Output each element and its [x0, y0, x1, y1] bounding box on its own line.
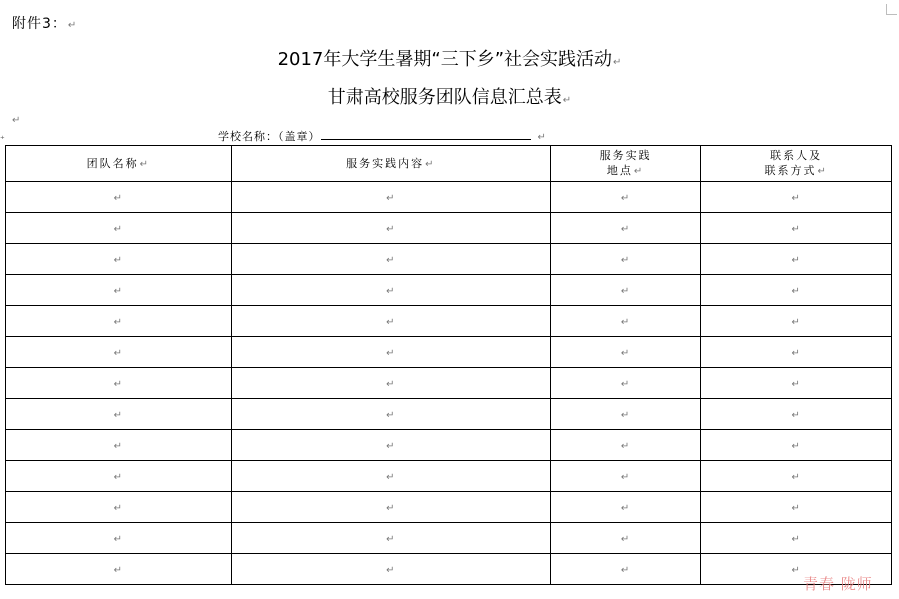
table-cell[interactable] — [6, 492, 232, 523]
paragraph-mark: ↵ — [817, 166, 828, 177]
table-cell[interactable] — [231, 399, 550, 430]
table-cell[interactable] — [6, 523, 232, 554]
table-cell[interactable] — [550, 461, 701, 492]
paragraph-mark: ↵ — [791, 347, 802, 359]
table-cell[interactable] — [701, 306, 892, 337]
paragraph-mark: ↵ — [113, 533, 125, 545]
paragraph-mark: ↵ — [386, 223, 397, 235]
paragraph-mark: ↵ — [791, 440, 802, 452]
table-cell[interactable] — [231, 492, 550, 523]
header-contact[interactable] — [701, 146, 892, 182]
table-cell[interactable] — [6, 182, 232, 213]
paragraph-mark: ↵ — [791, 471, 802, 483]
paragraph-mark: ↵ — [67, 20, 78, 31]
paragraph-mark: ↵ — [613, 57, 622, 68]
table-row — [6, 368, 892, 399]
table-move-handle[interactable]: ⁺ — [0, 135, 5, 145]
paragraph-mark: ↵ — [537, 132, 547, 143]
paragraph-mark: ↵ — [791, 533, 802, 545]
paragraph-mark: ↵ — [113, 254, 125, 266]
table-cell[interactable] — [231, 244, 550, 275]
table-row — [6, 399, 892, 430]
school-name-field — [218, 128, 547, 144]
paragraph-mark: ↵ — [386, 316, 397, 328]
table-cell[interactable] — [701, 213, 892, 244]
table-cell[interactable] — [231, 337, 550, 368]
paragraph-mark: ↵ — [620, 316, 632, 328]
watermark-logo: 青春 陇师 — [803, 575, 873, 593]
paragraph-mark: ↵ — [425, 158, 436, 170]
attachment-label: 附件3：↵ — [12, 16, 78, 32]
table-cell[interactable] — [6, 337, 232, 368]
header-text: 联系方式 — [764, 164, 817, 177]
table-cell[interactable] — [550, 368, 701, 399]
empty-paragraph-mark: ↵ — [12, 115, 21, 126]
header-text-line — [551, 163, 701, 179]
table-row — [6, 461, 892, 492]
table-cell[interactable] — [550, 213, 701, 244]
table-cell[interactable] — [6, 461, 232, 492]
table-row — [6, 244, 892, 275]
table-cell[interactable] — [550, 244, 701, 275]
paragraph-mark: ↵ — [791, 564, 802, 576]
paragraph-mark: ↵ — [113, 347, 125, 359]
header-text-line — [6, 156, 231, 172]
table-row — [6, 275, 892, 306]
paragraph-mark: ↵ — [620, 223, 632, 235]
paragraph-mark: ↵ — [620, 409, 632, 421]
table-cell[interactable] — [6, 275, 232, 306]
paragraph-mark: ↵ — [113, 564, 125, 576]
table-row — [6, 182, 892, 213]
paragraph-mark: ↵ — [113, 440, 125, 452]
paragraph-mark: ↵ — [791, 316, 802, 328]
paragraph-mark: ↵ — [620, 471, 632, 483]
table-cell[interactable] — [701, 523, 892, 554]
paragraph-mark: ↵ — [620, 254, 632, 266]
school-name-blank[interactable] — [321, 129, 531, 140]
paragraph-mark: ↵ — [386, 347, 397, 359]
table-cell[interactable] — [550, 492, 701, 523]
paragraph-mark: ↵ — [791, 285, 802, 297]
table-cell[interactable] — [231, 368, 550, 399]
paragraph-mark: ↵ — [113, 285, 125, 297]
header-text: 服务实践内容 — [346, 156, 425, 170]
table-cell[interactable] — [231, 182, 550, 213]
header-text: 地点 — [606, 164, 633, 177]
paragraph-mark: ↵ — [113, 471, 125, 483]
header-service-content[interactable] — [231, 146, 550, 182]
paragraph-mark: ↵ — [386, 471, 397, 483]
paragraph-mark: ↵ — [386, 254, 397, 266]
table-cell[interactable] — [231, 306, 550, 337]
paragraph-mark: ↵ — [620, 440, 632, 452]
header-text: 团队名称 — [86, 156, 139, 170]
paragraph-mark: ↵ — [386, 192, 397, 204]
document-title-line1: 2017年大学生暑期“三下乡”社会实践活动↵ — [277, 49, 622, 70]
table-row — [6, 492, 892, 523]
table-row — [6, 337, 892, 368]
table-row — [6, 554, 892, 585]
table-cell[interactable] — [701, 244, 892, 275]
table-cell[interactable] — [6, 430, 232, 461]
paragraph-mark: ↵ — [113, 223, 125, 235]
table-cell[interactable] — [550, 554, 701, 585]
table-cell[interactable] — [231, 554, 550, 585]
table-cell[interactable] — [231, 213, 550, 244]
table-cell[interactable] — [550, 275, 701, 306]
paragraph-mark: ↵ — [386, 502, 397, 514]
header-service-location[interactable] — [550, 146, 701, 182]
table-cell[interactable] — [6, 306, 232, 337]
table-cell[interactable] — [6, 368, 232, 399]
paragraph-mark: ↵ — [620, 285, 632, 297]
table-row — [6, 213, 892, 244]
paragraph-mark: ↵ — [386, 409, 397, 421]
table-cell[interactable] — [231, 461, 550, 492]
paragraph-mark: ↵ — [791, 378, 802, 390]
table-cell[interactable] — [550, 337, 701, 368]
paragraph-mark: ↵ — [386, 378, 397, 390]
paragraph-mark: ↵ — [562, 95, 572, 106]
table-cell[interactable] — [231, 523, 550, 554]
paragraph-mark: ↵ — [791, 409, 802, 421]
header-team-name[interactable] — [6, 146, 232, 182]
paragraph-mark: ↵ — [791, 223, 802, 235]
table-cell[interactable] — [701, 492, 892, 523]
paragraph-mark: ↵ — [620, 533, 632, 545]
table-cell[interactable] — [6, 244, 232, 275]
table-cell[interactable] — [701, 182, 892, 213]
paragraph-mark: ↵ — [113, 192, 125, 204]
table-row — [6, 523, 892, 554]
table-cell[interactable] — [550, 523, 701, 554]
table-cell[interactable] — [550, 399, 701, 430]
table-body — [6, 182, 892, 585]
paragraph-mark: ↵ — [386, 533, 397, 545]
paragraph-mark: ↵ — [620, 378, 632, 390]
table-cell[interactable] — [701, 461, 892, 492]
header-text: 服务实践 — [599, 149, 652, 162]
paragraph-mark: ↵ — [113, 316, 125, 328]
table-cell[interactable] — [550, 306, 701, 337]
header-text: 联系人及 — [770, 149, 823, 162]
table-cell[interactable] — [6, 213, 232, 244]
table-cell[interactable] — [701, 399, 892, 430]
table-cell[interactable] — [550, 182, 701, 213]
table-cell[interactable] — [701, 430, 892, 461]
document-title-line2: 甘肃高校服务团队信息汇总表↵ — [327, 87, 572, 108]
paragraph-mark: ↵ — [386, 440, 397, 452]
paragraph-mark: ↵ — [386, 285, 397, 297]
paragraph-mark: ↵ — [139, 158, 151, 170]
table-cell[interactable] — [701, 275, 892, 306]
paragraph-mark: ↵ — [620, 347, 632, 359]
table-cell[interactable] — [550, 430, 701, 461]
table-cell[interactable] — [6, 554, 232, 585]
header-text-line — [232, 156, 550, 172]
team-info-table — [5, 145, 892, 585]
header-text-line — [551, 148, 701, 163]
paragraph-mark: ↵ — [791, 502, 802, 514]
header-text-line — [701, 148, 891, 163]
paragraph-mark: ↵ — [113, 409, 125, 421]
paragraph-mark: ↵ — [620, 502, 632, 514]
table-row — [6, 306, 892, 337]
school-name-label: 学校名称：（盖章） — [218, 130, 321, 143]
table-header-row — [6, 146, 892, 182]
page-corner-mark — [886, 4, 897, 15]
paragraph-mark: ↵ — [633, 166, 645, 177]
paragraph-mark: ↵ — [620, 564, 632, 576]
table-cell[interactable] — [701, 368, 892, 399]
paragraph-mark: ↵ — [791, 254, 802, 266]
paragraph-mark: ↵ — [113, 502, 125, 514]
paragraph-mark: ↵ — [113, 378, 125, 390]
paragraph-mark: ↵ — [386, 564, 397, 576]
table-cell[interactable] — [6, 399, 232, 430]
paragraph-mark: ↵ — [620, 192, 632, 204]
table-cell[interactable] — [701, 337, 892, 368]
table-cell[interactable] — [231, 275, 550, 306]
header-text-line — [701, 163, 891, 179]
table-cell[interactable] — [231, 430, 550, 461]
table-row — [6, 430, 892, 461]
paragraph-mark: ↵ — [791, 192, 802, 204]
